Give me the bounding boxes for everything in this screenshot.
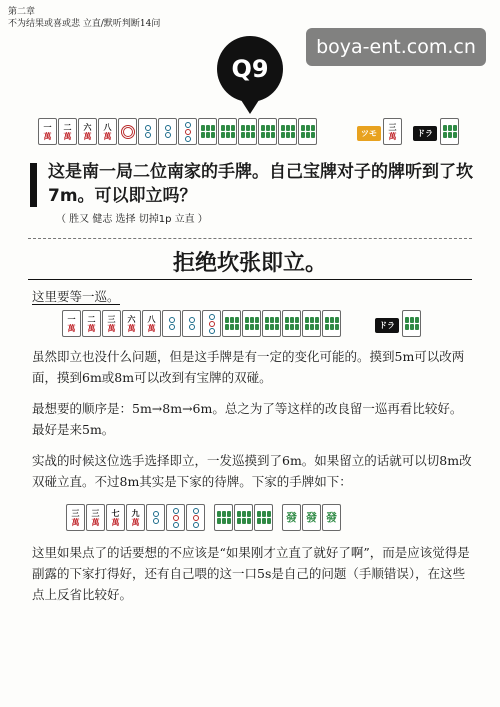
tile-sou	[278, 118, 297, 145]
tile-pin-3	[202, 310, 221, 337]
tile-man: 三 萬	[86, 504, 105, 531]
tile-dragon: 發	[282, 504, 301, 531]
tile-sou	[214, 504, 233, 531]
question-marker	[30, 163, 37, 207]
question-note: （ 胜又 健志 选择 切掉1p 立直 ）	[56, 214, 208, 225]
tile-sou	[238, 118, 257, 145]
paragraph-1: 虽然即立也没什么问题，但是这手牌是有一定的变化可能的。摸到5m可以改两面，摸到6m或8m可以改到有宝牌的双碰。	[32, 349, 465, 385]
tile-man: 一 萬	[62, 310, 81, 337]
tile-man: 二 萬	[58, 118, 77, 145]
tile-man: 六 萬	[78, 118, 97, 145]
tile-pin-3	[166, 504, 185, 531]
hand-1	[38, 118, 318, 145]
tile-pin-2	[162, 310, 181, 337]
tile-pin-2	[182, 310, 201, 337]
tile-man: 八 萬	[98, 118, 117, 145]
tile-sou	[222, 310, 241, 337]
question-text: 这是南一局二位南家的手牌。自己宝牌对子的牌听到了坎7m。可以即立吗？	[48, 162, 473, 206]
tile-man: 九 萬	[126, 504, 145, 531]
chapter-header	[8, 6, 160, 30]
tile-man: 三 萬	[66, 504, 85, 531]
paragraph-4: 这里如果点了的话要想的不应该是“如果刚才立直了就好了啊”，而是应该觉得是副露的下家打得好，还有自己喂的这一口5s是自己的问题（手顺错误），在这些点上反省比较好。	[32, 545, 470, 602]
tile-man: 二 萬	[82, 310, 101, 337]
tile-sou	[402, 310, 421, 337]
dora-indicator	[440, 118, 460, 145]
tile-dragon: 發	[322, 504, 341, 531]
tile-man: 八 萬	[142, 310, 161, 337]
tile-sou	[302, 310, 321, 337]
answer-heading: 拒绝坎张即立。	[172, 251, 327, 276]
hand-3	[66, 504, 342, 531]
tile-sou	[234, 504, 253, 531]
tile-pin-3	[186, 504, 205, 531]
tile-sou	[198, 118, 217, 145]
tile-sou	[262, 310, 281, 337]
chapter-title: 第二章	[8, 7, 36, 17]
tile-man: 三 萬	[383, 118, 402, 145]
tile-man: 一 萬	[38, 118, 57, 145]
tile-man: 七 萬	[106, 504, 125, 531]
tsumo-tile	[383, 118, 403, 145]
tile-pin-3	[178, 118, 197, 145]
tile-sou	[322, 310, 341, 337]
tile-sou	[440, 118, 459, 145]
tile-sou	[254, 504, 273, 531]
divider	[28, 238, 472, 239]
dora-tag: ドラ	[413, 126, 437, 141]
tile-pin-2	[146, 504, 165, 531]
tile-sou	[242, 310, 261, 337]
tile-dragon: 發	[302, 504, 321, 531]
chapter-subtitle: 不为结果或喜或悲 立直/默听判断14问	[8, 19, 161, 29]
tsumo-tag: ツモ	[357, 126, 381, 141]
hand-2	[62, 310, 342, 337]
tile-pin-2	[158, 118, 177, 145]
tile-sou	[282, 310, 301, 337]
tile-pin-1	[118, 118, 137, 145]
question-badge: Q9	[217, 36, 283, 102]
tile-sou	[298, 118, 317, 145]
intro-text: 这里要等一巡。	[32, 289, 120, 304]
watermark: boya-ent.com.cn	[306, 28, 486, 66]
tile-man: 六 萬	[122, 310, 141, 337]
tile-pin-2	[138, 118, 157, 145]
dora-tag: ドラ	[375, 318, 399, 333]
paragraph-3: 实战的时候这位选手选择即立，一发巡摸到了6m。如果留立的话就可以切8m改双碰立直。不过8m其实是下家的待牌。下家的手牌如下：	[32, 453, 472, 489]
answer-underline	[28, 279, 472, 280]
tile-man: 三 萬	[102, 310, 121, 337]
tile-sou	[258, 118, 277, 145]
dora-indicator	[402, 310, 422, 337]
paragraph-2: 最想要的顺序是：5m→8m→6m。总之为了等这样的改良留一巡再看比较好。最好是来5m。	[32, 401, 463, 437]
tile-sou	[218, 118, 237, 145]
